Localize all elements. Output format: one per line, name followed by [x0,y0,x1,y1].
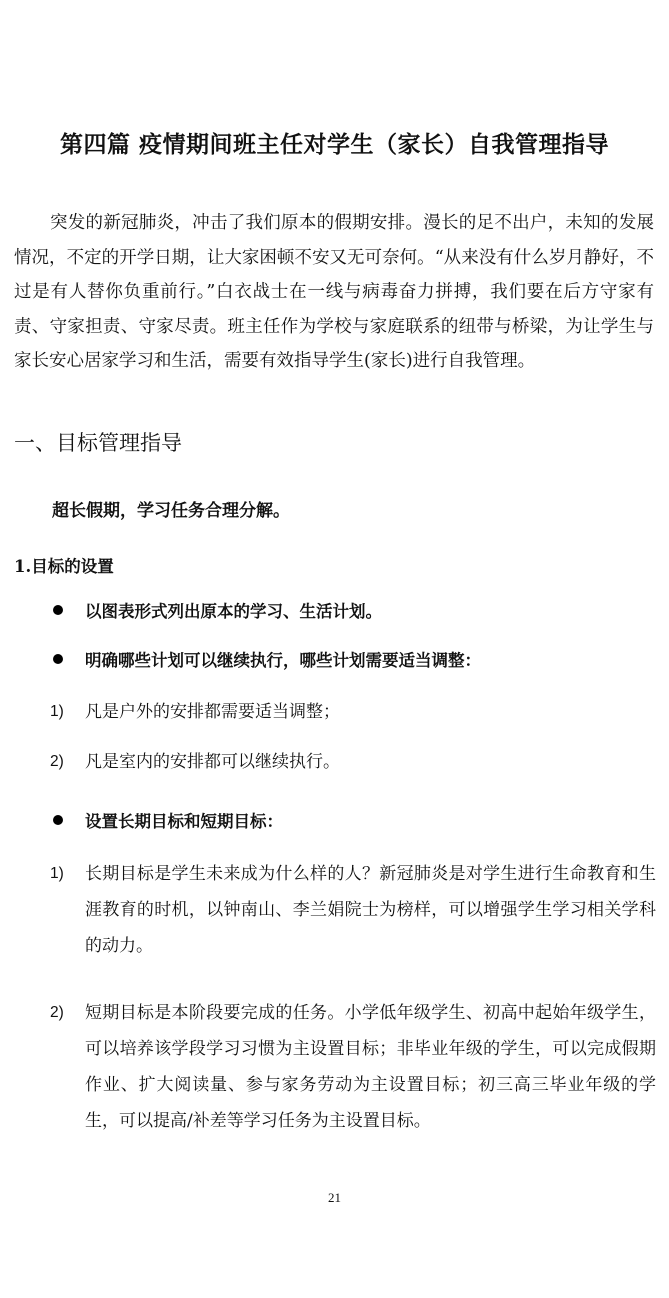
list-text: 凡是户外的安排都需要适当调整； [85,702,340,722]
subheading: 超长假期，学习任务合理分解。 [52,501,290,521]
list-number: 2) [50,1004,64,1021]
page-title: 第四篇 疫情期间班主任对学生（家长）自我管理指导 [59,132,609,158]
page-number: 21 [328,1190,341,1205]
list-number: 1) [50,703,64,720]
list-number: 2) [50,753,64,770]
list-item [50,995,656,1139]
bullet-item [53,598,382,622]
list-number: 1) [50,865,64,882]
bullet-icon [53,654,63,664]
section-label: 目标的设置 [31,557,114,576]
bullet-item [53,647,481,671]
list-text: 凡是室内的安排都可以继续执行。 [85,752,340,772]
section-goal-setting [14,553,114,577]
list-item [50,694,656,730]
bullet-icon [53,605,63,615]
intro-paragraph: 突发的新冠肺炎，冲击了我们原本的假期安排。漫长的足不出户，未知的发展情况，不定的开学日期，让大家困顿不安又无可奈何。“从来没有什么岁月静好，不过是有人替你负重前行。”白衣战士在一线与病毒奋力拼搏，我们要在后方守家有责、守家担责、守家尽责。班主任作为学校与家庭联系的纽带与桥梁，为让学生与家长安心居家学习和生活，需要有效指导学生(家长)进行自我管理。 [14,213,654,371]
bullet-icon [53,815,63,825]
bullet-text: 设置长期目标和短期目标： [85,812,283,831]
list-text: 短期目标是本阶段要完成的任务。小学低年级学生、初高中起始年级学生，可以培养该学段学习习惯为主设置目标；非毕业年级的学生，可以完成假期作业、扩大阅读量、参与家务劳动为主设置目标；初三高三毕业年级的学生，可以提高/补差等学习任务为主设置目标。 [85,1003,656,1131]
list-item [50,856,656,964]
bullet-text: 以图表形式列出原本的学习、生活计划。 [85,602,382,621]
bullet-item [53,808,283,832]
section-number: 1. [14,557,32,576]
list-item [50,744,656,780]
heading-goal-management: 一、目标管理指导 [14,431,182,455]
bullet-text: 明确哪些计划可以继续执行，哪些计划需要适当调整： [85,651,481,670]
list-text: 长期目标是学生未来成为什么样的人？新冠肺炎是对学生进行生命教育和生涯教育的时机，以钟南山、李兰娟院士为榜样，可以增强学生学习相关学科的动力。 [85,864,656,956]
